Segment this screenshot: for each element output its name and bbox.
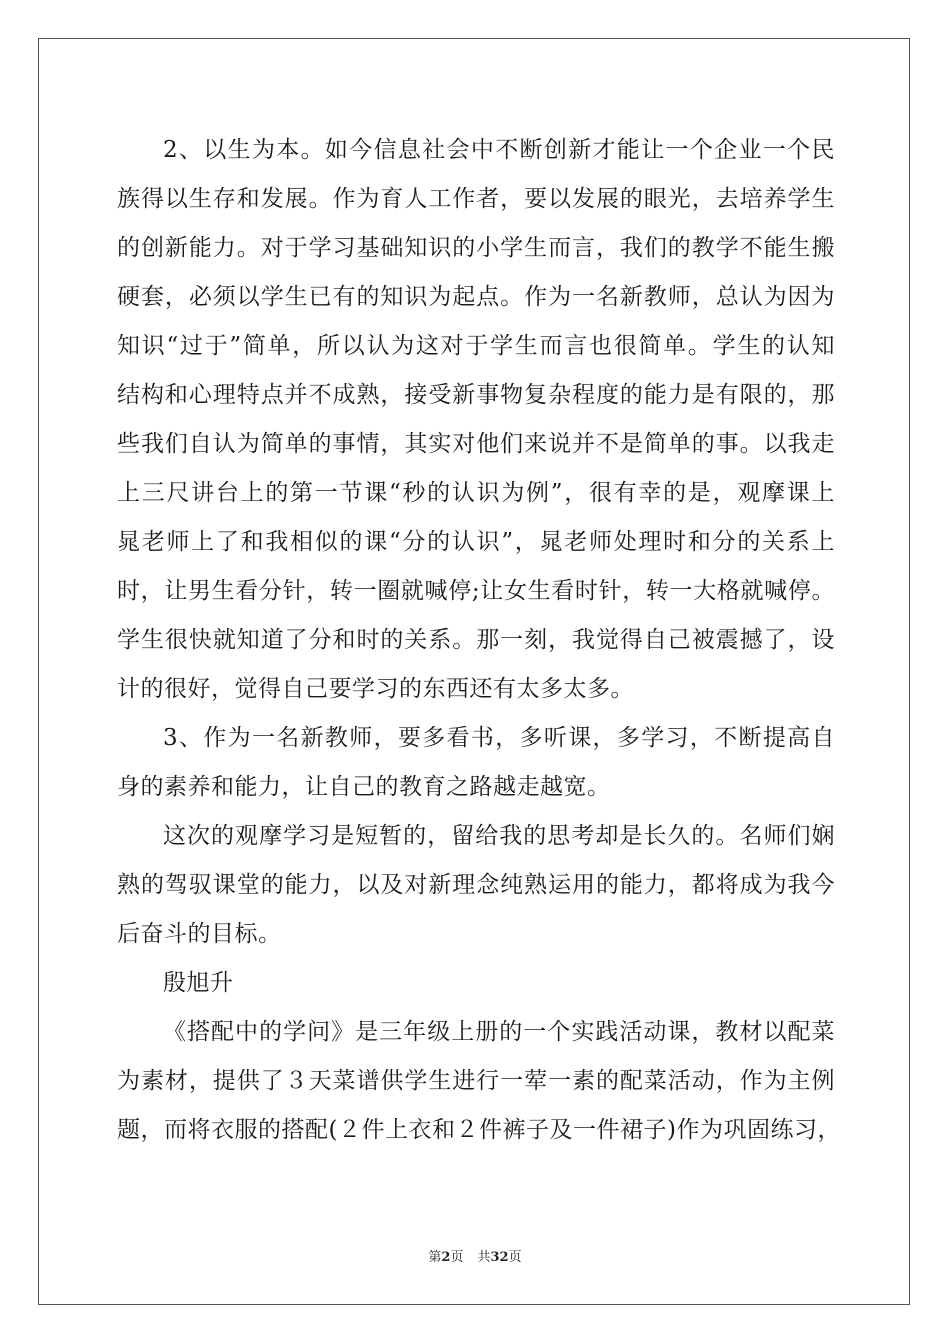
paragraph-line: 上三尺讲台上的第一节课“秒的认识为例”，很有幸的是，观摩课上: [117, 480, 835, 506]
paragraph-line: 些我们自认为简单的事情，其实对他们来说并不是简单的事。以我走: [117, 431, 835, 457]
page-prefix: 第: [428, 1250, 442, 1265]
page-suffix: 页: [450, 1250, 464, 1265]
paragraph-line: 知识“过于”简单，所以认为这对于学生而言也很简单。学生的认知: [117, 333, 835, 359]
paragraph-line: 为素材，提供了３天菜谱供学生进行一荤一素的配菜活动，作为主例: [117, 1068, 835, 1094]
total-suffix: 页: [508, 1250, 522, 1265]
paragraph-line: 3、作为一名新教师，要多看书，多听课，多学习，不断提高自: [163, 725, 835, 751]
paragraph-line: 后奋斗的目标。: [117, 921, 282, 947]
paragraph-line: 的创新能力。对于学习基础知识的小学生而言，我们的教学不能生搬: [117, 235, 835, 261]
page-number: 2: [441, 1250, 451, 1265]
total-pages: 32: [490, 1250, 509, 1265]
paragraph-line: 学生很快就知道了分和时的关系。那一刻，我觉得自己被震撼了，设: [117, 627, 835, 653]
document-body: [117, 130, 841, 1159]
paragraph-line: 熟的驾驭课堂的能力，以及对新理念纯熟运用的能力，都将成为我今: [117, 872, 835, 898]
paragraph-line: 时，让男生看分针，转一圈就喊停;让女生看时针，转一大格就喊停。: [117, 578, 835, 604]
page-footer: [0, 1246, 950, 1265]
paragraph-line: 《搭配中的学问》是三年级上册的一个实践活动课，教材以配菜: [163, 1019, 835, 1045]
paragraph-line: 身的素养和能力，让自己的教育之路越走越宽。: [117, 774, 611, 800]
paragraph-line: 族得以生存和发展。作为育人工作者，要以发展的眼光，去培养学生: [117, 186, 835, 212]
author-name: 殷旭升: [163, 970, 234, 996]
paragraph-line: 硬套，必须以学生已有的知识为起点。作为一名新教师，总认为因为: [117, 284, 835, 310]
paragraph-line: 结构和心理特点并不成熟，接受新事物复杂程度的能力是有限的，那: [117, 382, 835, 408]
paragraph-line: 2、以生为本。如今信息社会中不断创新才能让一个企业一个民: [163, 137, 835, 163]
paragraph-line: 题，而将衣服的搭配(２件上衣和２件裤子及一件裙子)作为巩固练习，: [117, 1117, 841, 1143]
paragraph-line: 计的很好，觉得自己要学习的东西还有太多太多。: [117, 676, 634, 702]
paragraph-line: 晁老师上了和我相似的课“分的认识”，晁老师处理时和分的关系上: [117, 529, 835, 555]
paragraph-line: 这次的观摩学习是短暂的，留给我的思考却是长久的。名师们娴: [163, 823, 835, 849]
total-prefix: 共: [477, 1250, 491, 1265]
